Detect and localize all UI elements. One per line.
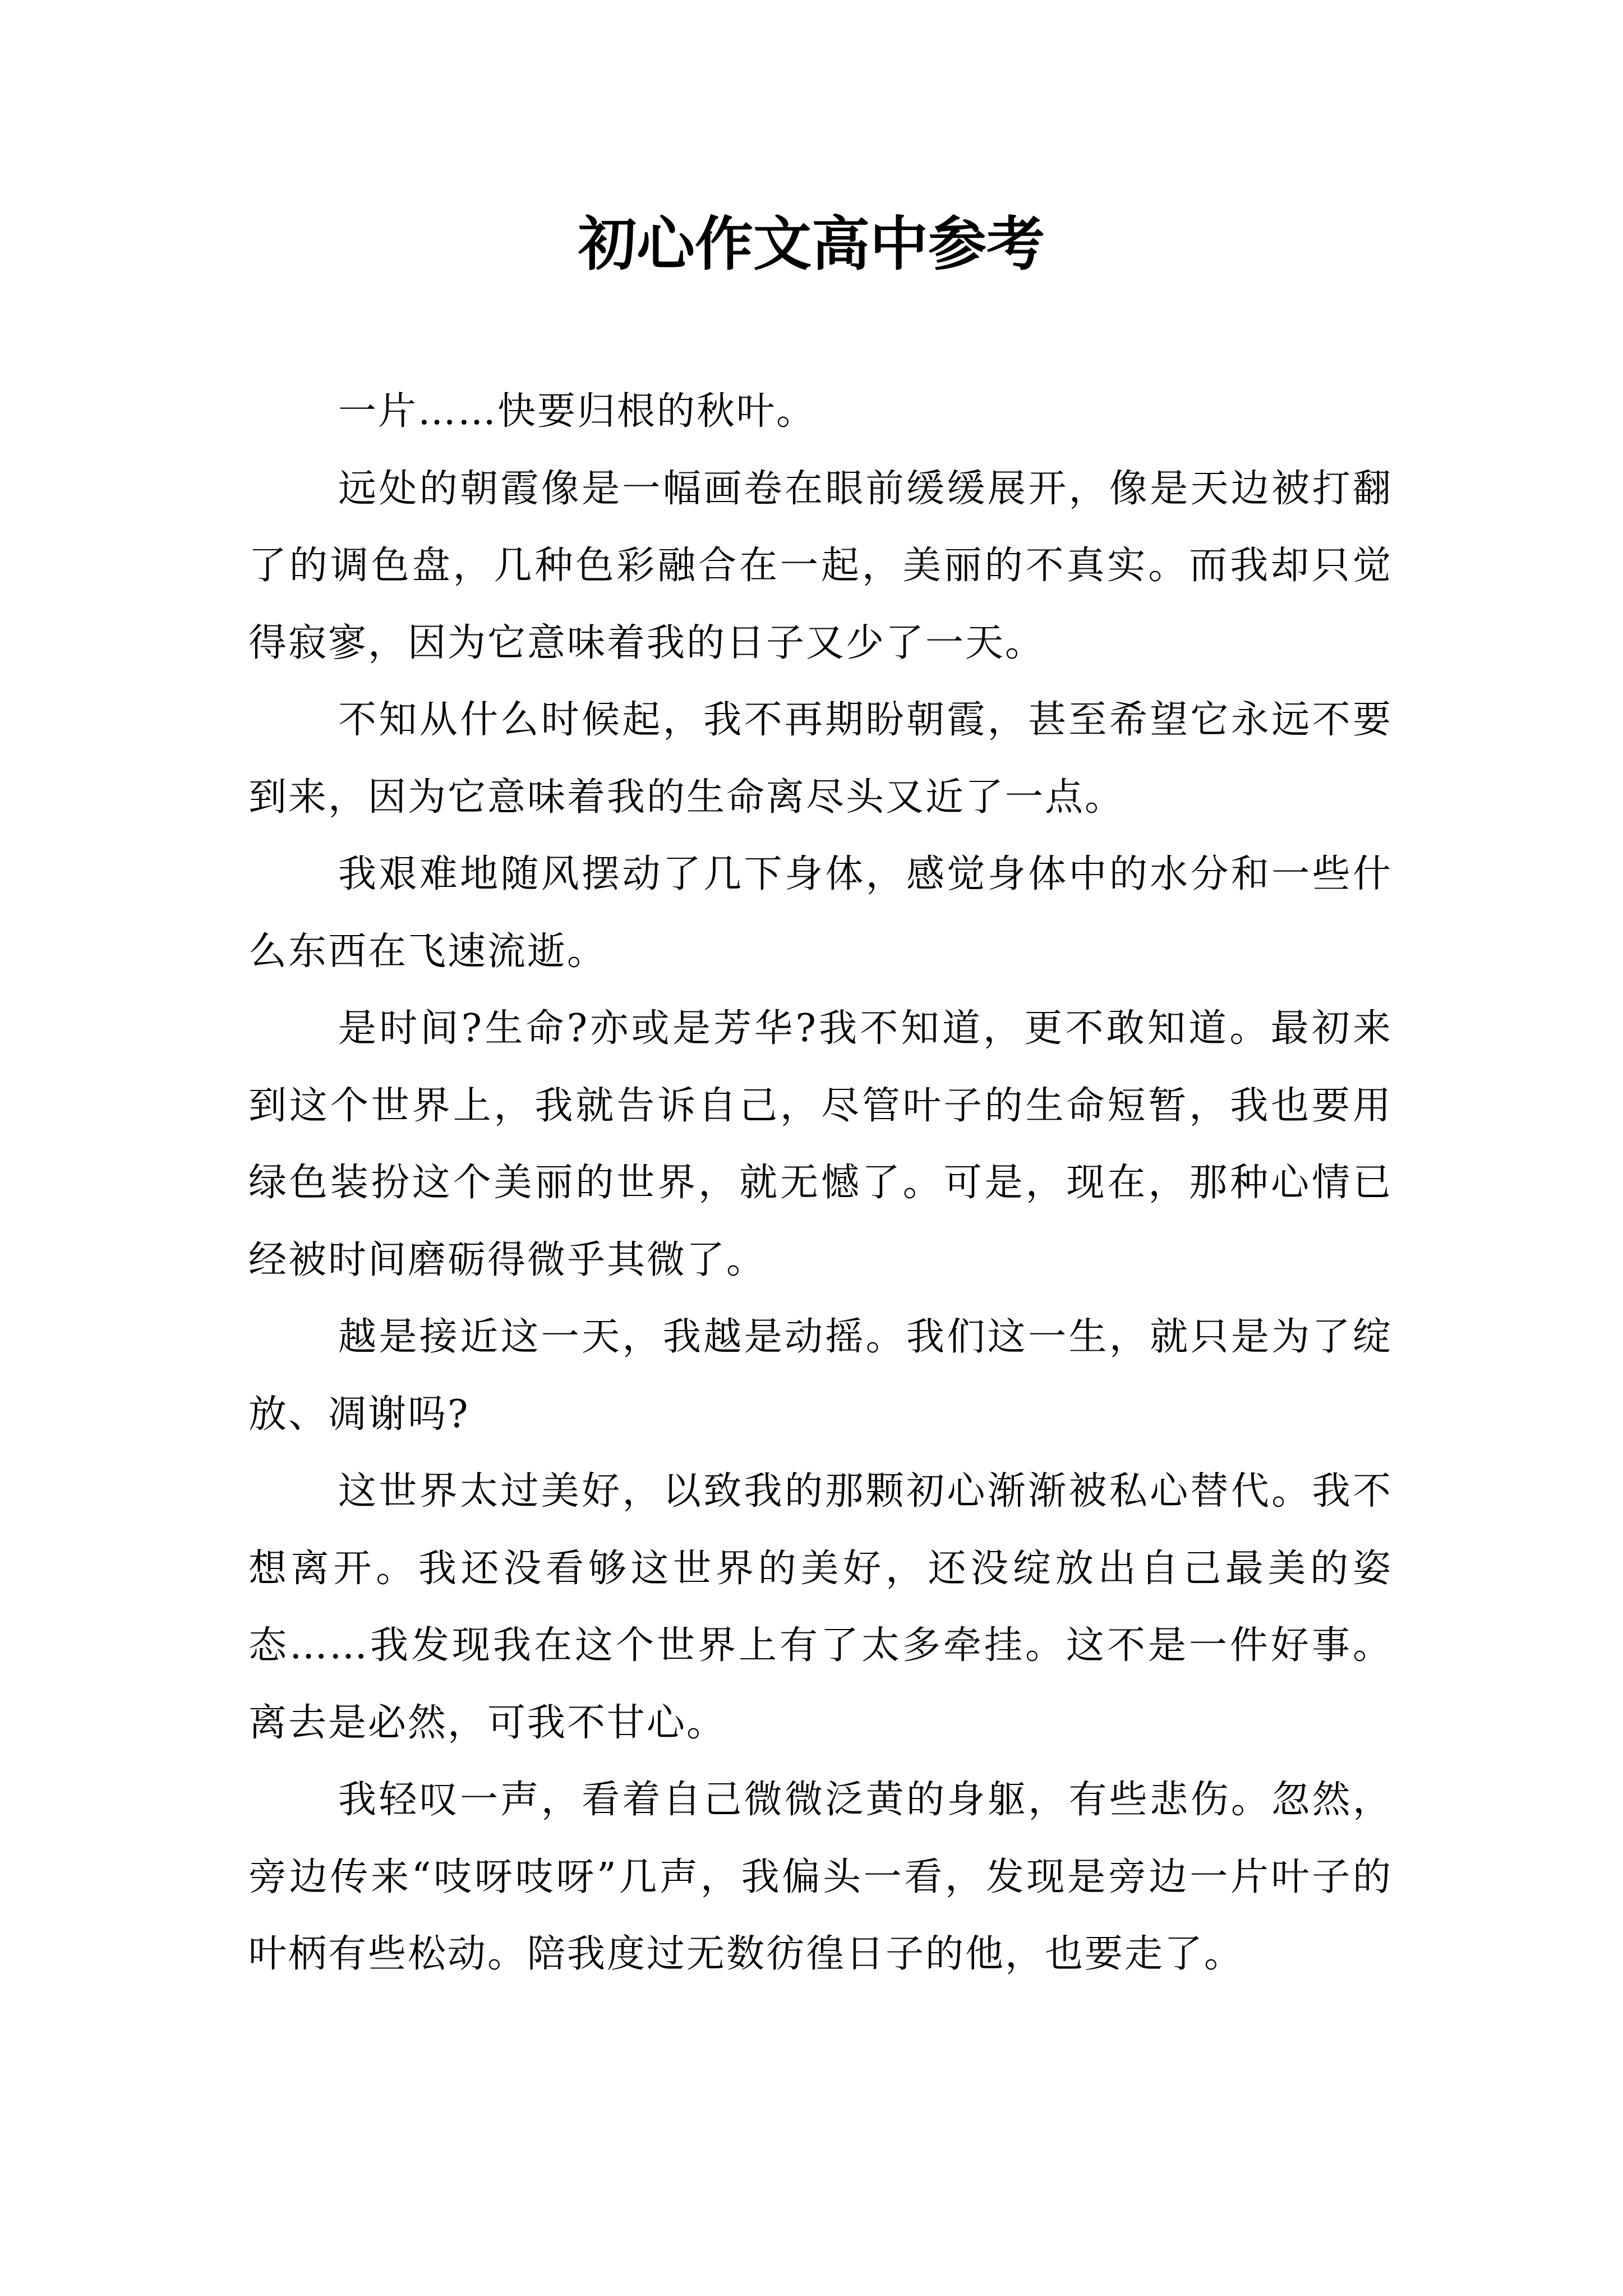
paragraph-4: 我艰难地随风摆动了几下身体，感觉身体中的水分和一些什么东西在飞速流逝。 (248, 852, 1393, 974)
paragraph-1: 一片……快要归根的秋叶。 (338, 389, 817, 434)
paragraph-5: 是时间?生命?亦或是芳华?我不知道，更不敢知道。最初来到这个世界上，我就告诉自己，尽管叶子的生命短暂，我也要用绿色装扮这个美丽的世界，就无憾了。可是，现在，那种心情已经被时间磨砺得微乎其微了。 (248, 1006, 1393, 1282)
paragraph-2: 远处的朝霞像是一幅画卷在眼前缓缓展开，像是天边被打翻了的调色盘，几种色彩融合在一起，美丽的不真实。而我却只觉得寂寥，因为它意味着我的日子又少了一天。 (248, 466, 1393, 665)
document-title: 初心作文高中参考 (578, 209, 1045, 278)
document-body (248, 373, 1393, 1993)
paragraph-3: 不知从什么时候起，我不再期盼朝霞，甚至希望它永远不要到来，因为它意味着我的生命离尽头又近了一点。 (248, 698, 1393, 820)
paragraph-8: 我轻叹一声，看着自己微微泛黄的身躯，有些悲伤。忽然，旁边传来“吱呀吱呀”几声，我偏头一看，发现是旁边一片叶子的叶柄有些松动。陪我度过无数彷徨日子的他，也要走了。 (248, 1778, 1393, 1976)
paragraph-6: 越是接近这一天，我越是动摇。我们这一生，就只是为了绽放、凋谢吗? (248, 1315, 1393, 1437)
paragraph-7: 这世界太过美好，以致我的那颗初心渐渐被私心替代。我不想离开。我还没看够这世界的美好，还没绽放出自己最美的姿态……我发现我在这个世界上有了太多牵挂。这不是一件好事。离去是必然，可我不甘心。 (248, 1469, 1393, 1745)
